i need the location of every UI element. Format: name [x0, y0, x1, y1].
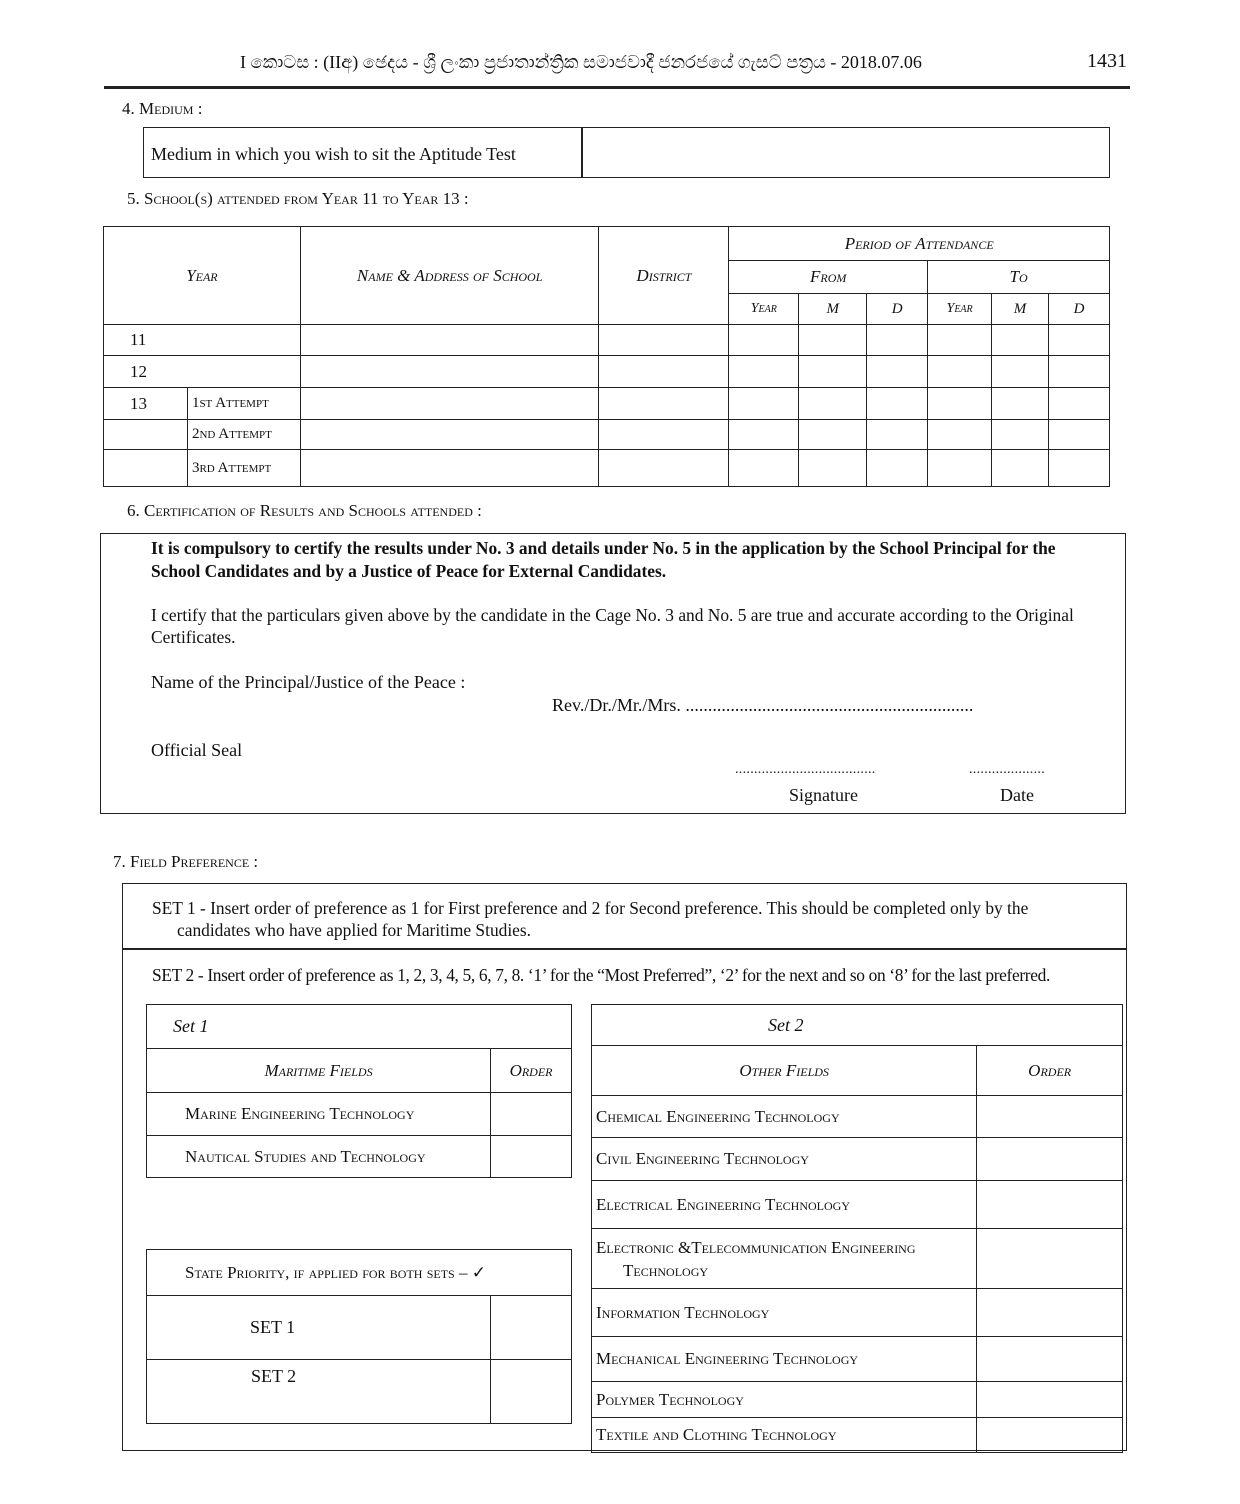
- medium-box: [143, 127, 1110, 178]
- school-cell[interactable]: [300, 450, 599, 487]
- date-cell[interactable]: [1049, 356, 1110, 388]
- date-cell[interactable]: [928, 388, 992, 420]
- date-cell[interactable]: [992, 325, 1049, 356]
- table-row: [592, 1418, 1123, 1453]
- table-row: [592, 1382, 1123, 1418]
- order-input[interactable]: [977, 1418, 1123, 1453]
- other-field-label: Textile and Clothing Technology: [592, 1418, 977, 1453]
- date-cell[interactable]: [867, 356, 928, 388]
- page-number: 1431: [1087, 50, 1127, 72]
- school-cell[interactable]: [300, 420, 599, 450]
- district-cell[interactable]: [599, 450, 729, 487]
- table-row: [592, 1229, 1123, 1289]
- year-cell: 12: [104, 356, 301, 388]
- year-cell: [104, 420, 188, 450]
- date-cell[interactable]: [1049, 420, 1110, 450]
- medium-input[interactable]: [584, 128, 1109, 177]
- attempt-cell: 1st Attempt: [187, 388, 300, 420]
- certification-requirement: It is compulsory to certify the results under No. 3 and details under No. 5 in the application by the School Principal for the: [151, 538, 1056, 558]
- date-cell[interactable]: [867, 450, 928, 487]
- other-field-label: [592, 1229, 977, 1289]
- date-cell[interactable]: [928, 420, 992, 450]
- other-field-label: Chemical Engineering Technology: [592, 1096, 977, 1138]
- order-input[interactable]: [977, 1138, 1123, 1181]
- set1-instruction: SET 1 - Insert order of preference as 1 for First preference and 2 for Second preference. This should be completed only by the: [152, 898, 1029, 918]
- date-cell[interactable]: [799, 420, 867, 450]
- other-field-label: Mechanical Engineering Technology: [592, 1337, 977, 1382]
- attempt-cell: 2nd Attempt: [187, 420, 300, 450]
- table-row: [592, 1181, 1123, 1229]
- priority-set1-label: SET 1: [147, 1296, 491, 1360]
- order-input[interactable]: [977, 1096, 1123, 1138]
- order-header: Order: [491, 1049, 572, 1093]
- order-input[interactable]: [491, 1093, 572, 1136]
- date-cell[interactable]: [1049, 388, 1110, 420]
- table-row: [104, 450, 1110, 487]
- section-5-heading: 5. School(s) attended from Year 11 to Year 13 :: [127, 189, 469, 208]
- section-6-heading: 6. Certification of Results and Schools attended :: [127, 501, 482, 520]
- table-row: [592, 1337, 1123, 1382]
- maritime-field-label: Nautical Studies and Technology: [147, 1136, 491, 1178]
- set1-table: [146, 1004, 572, 1178]
- date-cell[interactable]: [867, 388, 928, 420]
- medium-label: Medium in which you wish to sit the Aptitude Test: [151, 144, 516, 164]
- order-input[interactable]: [491, 1136, 572, 1178]
- table-row: [147, 1093, 572, 1136]
- certification-requirement-cont: School Candidates and by a Justice of Peace for External Candidates.: [151, 561, 667, 581]
- certification-box: [100, 533, 1126, 814]
- date-cell[interactable]: [799, 388, 867, 420]
- date-cell[interactable]: [1049, 450, 1110, 487]
- set1-instruction-cont: candidates who have applied for Maritime Studies.: [177, 920, 531, 940]
- school-cell[interactable]: [300, 325, 599, 356]
- table-row: [104, 356, 1110, 388]
- order-input[interactable]: [977, 1181, 1123, 1229]
- header-rule: [104, 86, 1130, 89]
- date-cell[interactable]: [928, 450, 992, 487]
- table-row: [147, 1360, 572, 1424]
- date-cell[interactable]: [729, 325, 799, 356]
- school-cell[interactable]: [300, 356, 599, 388]
- order-input[interactable]: [977, 1289, 1123, 1337]
- set2-instruction: SET 2 - Insert order of preference as 1, 2, 3, 4, 5, 6, 7, 8. ‘1’ for the “Most Preferred”, ‘2’ for the next and so on ‘8’ for the last preferred.: [152, 965, 1050, 985]
- other-fields-header: Other Fields: [592, 1046, 977, 1096]
- sub-d: D: [867, 294, 928, 325]
- other-field-label: Civil Engineering Technology: [592, 1138, 977, 1181]
- other-field-label: Polymer Technology: [592, 1382, 977, 1418]
- date-cell[interactable]: [867, 325, 928, 356]
- table-row: [592, 1289, 1123, 1337]
- date-cell[interactable]: [799, 325, 867, 356]
- priority-table: [146, 1249, 572, 1424]
- date-cell[interactable]: [992, 420, 1049, 450]
- other-field-label-line2: Technology: [623, 1260, 709, 1280]
- district-cell[interactable]: [599, 356, 729, 388]
- maritime-field-label: Marine Engineering Technology: [147, 1093, 491, 1136]
- priority-set2-checkbox[interactable]: [491, 1360, 572, 1424]
- table-row: [592, 1096, 1123, 1138]
- set1-title: Set 1: [147, 1005, 572, 1049]
- set2-table: [591, 1004, 1123, 1453]
- order-header: Order: [977, 1046, 1123, 1096]
- schools-table: [103, 226, 1110, 487]
- date-label: Date: [1000, 785, 1034, 805]
- section-7-heading: 7. Field Preference :: [113, 852, 259, 871]
- other-field-label: Electrical Engineering Technology: [592, 1181, 977, 1229]
- date-cell[interactable]: [729, 450, 799, 487]
- col-from-header: From: [729, 261, 928, 294]
- medium-divider: [581, 128, 583, 177]
- date-cell[interactable]: [1049, 325, 1110, 356]
- table-row: [104, 420, 1110, 450]
- year-cell: 13: [104, 388, 188, 420]
- other-field-label-line1: Electronic &Telecommunication Engineering: [596, 1237, 916, 1257]
- date-field[interactable]: ....................: [969, 762, 1045, 777]
- col-year-header: Year: [104, 227, 301, 325]
- order-input[interactable]: [977, 1229, 1123, 1289]
- col-to-header: To: [928, 261, 1110, 294]
- date-cell[interactable]: [928, 356, 992, 388]
- school-cell[interactable]: [300, 388, 599, 420]
- table-row: [104, 325, 1110, 356]
- district-cell[interactable]: [599, 388, 729, 420]
- district-cell[interactable]: [599, 325, 729, 356]
- year-cell: [104, 450, 188, 487]
- date-cell[interactable]: [992, 356, 1049, 388]
- maritime-fields-header: Maritime Fields: [147, 1049, 491, 1093]
- sub-d: D: [1049, 294, 1110, 325]
- date-cell[interactable]: [729, 388, 799, 420]
- principal-name-label: Name of the Principal/Justice of the Peace :: [151, 672, 466, 692]
- col-period-header: Period of Attendance: [729, 227, 1110, 261]
- table-row: [104, 388, 1110, 420]
- priority-set1-checkbox[interactable]: [491, 1296, 572, 1360]
- set2-title: Set 2: [592, 1005, 1123, 1046]
- signature-field[interactable]: .....................................: [735, 762, 876, 777]
- date-cell[interactable]: [928, 325, 992, 356]
- table-row: [147, 1136, 572, 1178]
- date-cell[interactable]: [992, 388, 1049, 420]
- date-cell[interactable]: [729, 356, 799, 388]
- table-row: [592, 1138, 1123, 1181]
- section-4-heading: 4. Medium :: [122, 99, 203, 118]
- state-priority-label: State Priority, if applied for both sets – ✓: [147, 1250, 572, 1296]
- order-input[interactable]: [977, 1382, 1123, 1418]
- col-district-header: District: [599, 227, 729, 325]
- order-input[interactable]: [977, 1337, 1123, 1382]
- sub-year: Year: [928, 294, 992, 325]
- date-cell[interactable]: [867, 420, 928, 450]
- sub-m: M: [799, 294, 867, 325]
- date-cell[interactable]: [799, 450, 867, 487]
- signature-label: Signature: [789, 785, 858, 805]
- date-cell[interactable]: [729, 420, 799, 450]
- year-cell: 11: [104, 325, 301, 356]
- priority-set2-label: SET 2: [147, 1360, 491, 1424]
- certify-statement-cont: Certificates.: [151, 627, 236, 647]
- official-seal-label: Official Seal: [151, 740, 243, 760]
- sub-year: Year: [729, 294, 799, 325]
- table-row: [147, 1296, 572, 1360]
- date-cell[interactable]: [799, 356, 867, 388]
- principal-name-field[interactable]: Rev./Dr./Mr./Mrs. ................................................................: [552, 695, 974, 715]
- instruction-divider: [123, 948, 1126, 950]
- sub-m: M: [992, 294, 1049, 325]
- col-school-header: Name & Address of School: [300, 227, 599, 325]
- certify-statement: I certify that the particulars given above by the candidate in the Cage No. 3 and No. 5 are true and accurate according to the Original: [151, 605, 1074, 625]
- date-cell[interactable]: [992, 450, 1049, 487]
- other-field-label: Information Technology: [592, 1289, 977, 1337]
- district-cell[interactable]: [599, 420, 729, 450]
- gazette-header-title: I කොටස : (IIඅ) ඡෙදය - ශ්‍රී ලංකා ප්‍රජාතාන්ත්‍රික සමාජවාදී ජනරජයේ ගැසට් පත්‍රය - 2018.07.06: [240, 52, 922, 72]
- attempt-cell: 3rd Attempt: [187, 450, 300, 487]
